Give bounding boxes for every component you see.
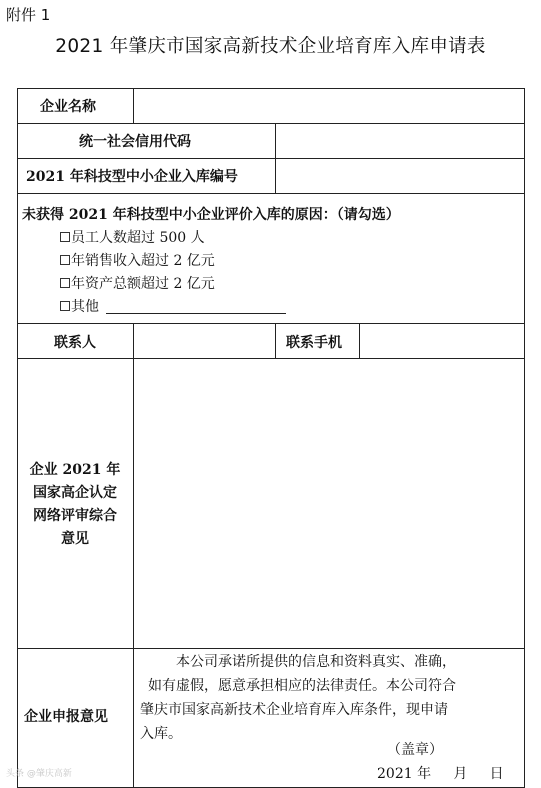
reason-checkbox-staff[interactable] bbox=[60, 232, 70, 242]
col-divider bbox=[133, 323, 134, 788]
attachment-label: 附件 1 bbox=[6, 6, 51, 24]
reason-assets: 年资产总额超过 2 亿元 bbox=[71, 276, 215, 292]
reason-checkbox-other[interactable] bbox=[60, 301, 70, 311]
watermark: 头条 @肇庆高新 bbox=[6, 769, 72, 779]
row-divider bbox=[17, 648, 525, 649]
reason-title: 未获得 2021 年科技型中小企业评价入库的原因：（请勾选） bbox=[22, 207, 400, 223]
review-label-line: 国家高企认定 bbox=[33, 485, 117, 501]
row-divider bbox=[17, 323, 525, 324]
row-divider bbox=[17, 193, 525, 194]
col-divider bbox=[275, 323, 276, 358]
review-opinion-label bbox=[18, 459, 132, 551]
review-label-line: 网络评审综合 bbox=[33, 508, 117, 524]
review-label-line: 意见 bbox=[61, 531, 89, 547]
reason-checkbox-sales[interactable] bbox=[60, 255, 70, 265]
reason-staff: 员工人数超过 500 人 bbox=[71, 230, 205, 246]
date-label: 2021 年 月 日 bbox=[377, 766, 504, 782]
col-divider bbox=[133, 88, 134, 123]
reason-other: 其他 bbox=[71, 299, 99, 315]
declaration-line: 本公司承诺所提供的信息和资料真实、准确， bbox=[176, 654, 456, 670]
reason-other-field[interactable] bbox=[106, 313, 286, 314]
seal-label: （盖章） bbox=[387, 742, 443, 758]
form-title: 2021 年肇庆市国家高新技术企业培育库入库申请表 bbox=[55, 36, 486, 57]
sme-number-field[interactable] bbox=[277, 160, 523, 192]
sme-number-label: 2021 年科技型中小企业入库编号 bbox=[26, 169, 238, 185]
row-divider bbox=[17, 158, 525, 159]
row-divider bbox=[17, 123, 525, 124]
row-divider bbox=[17, 358, 525, 359]
review-label-line: 企业 2021 年 bbox=[29, 462, 121, 478]
phone-label: 联系手机 bbox=[286, 335, 342, 351]
phone-field[interactable] bbox=[361, 325, 523, 357]
company-name-label: 企业名称 bbox=[40, 99, 96, 115]
contact-label: 联系人 bbox=[54, 335, 96, 351]
declaration-line: 如有虚假，愿意承担相应的法律责任。本公司符合 bbox=[148, 678, 456, 694]
credit-code-label: 统一社会信用代码 bbox=[79, 134, 191, 150]
credit-code-field[interactable] bbox=[277, 125, 523, 157]
declaration-label: 企业申报意见 bbox=[24, 709, 108, 725]
company-name-field[interactable] bbox=[135, 90, 523, 122]
reason-sales: 年销售收入超过 2 亿元 bbox=[71, 253, 215, 269]
contact-field[interactable] bbox=[135, 325, 274, 357]
col-divider bbox=[359, 323, 360, 358]
declaration-line: 入库。 bbox=[140, 726, 182, 742]
col-divider bbox=[275, 123, 276, 193]
reason-checkbox-assets[interactable] bbox=[60, 278, 70, 288]
review-opinion-field[interactable] bbox=[135, 360, 523, 646]
declaration-text bbox=[140, 650, 520, 746]
declaration-line: 肇庆市国家高新技术企业培育库入库条件，现申请 bbox=[140, 702, 448, 718]
